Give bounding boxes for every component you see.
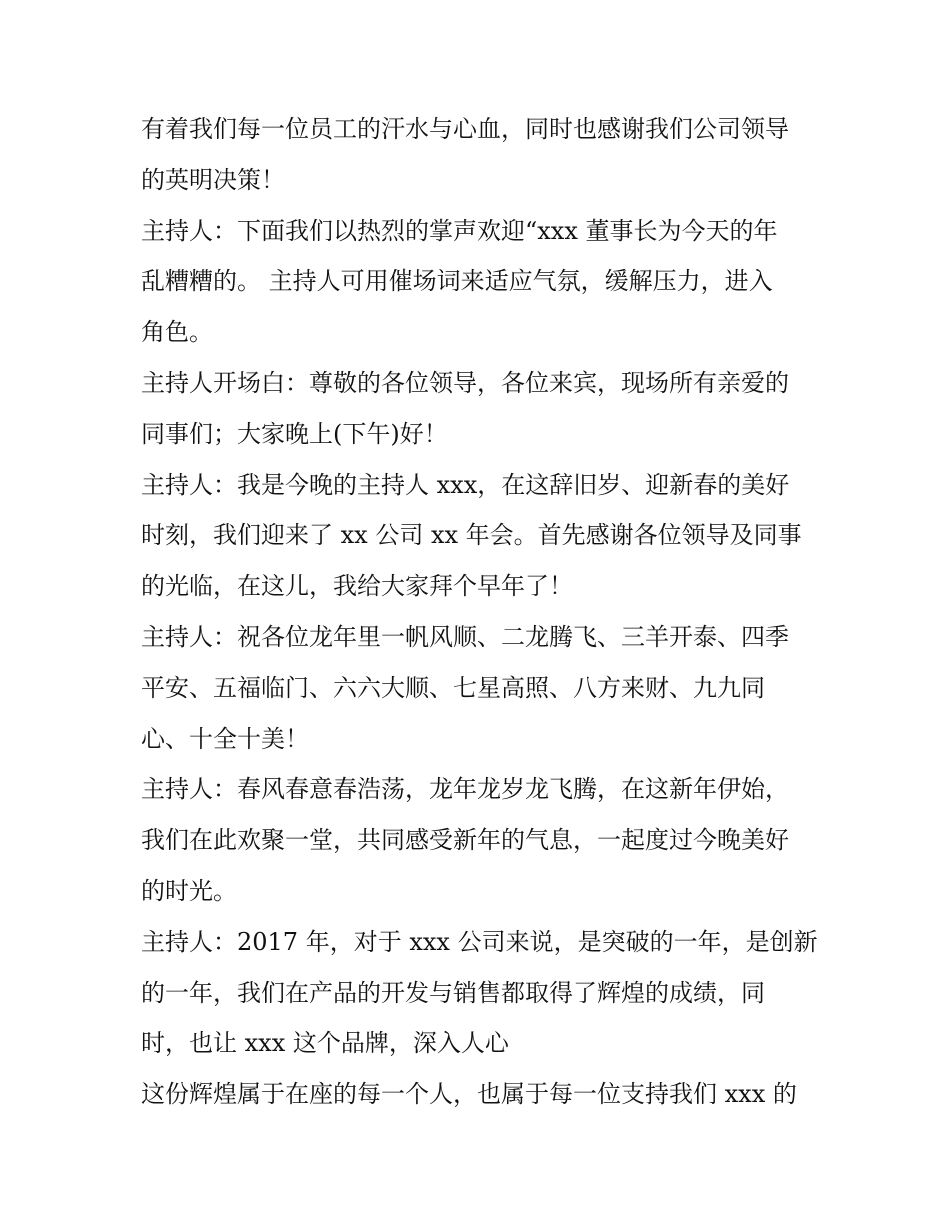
text-line: 的时光。 [141, 876, 237, 905]
text-line: 主持人开场白：尊敬的各位领导，各位来宾，现场所有亲爱的 [141, 368, 789, 397]
text-line: 主持人：我是今晚的主持人 xxx，在这辞旧岁、迎新春的美好 [141, 470, 790, 499]
text-line: 主持人：2017 年，对于 xxx 公司来说，是突破的一年，是创新 [141, 927, 818, 956]
text-line: 这份辉煌属于在座的每一个人，也属于每一位支持我们 xxx 的 [141, 1080, 797, 1109]
text-line: 主持人：祝各位龙年里一帆风顺、二龙腾飞、三羊开泰、四季 [141, 622, 789, 651]
text-line: 主持人：下面我们以热烈的掌声欢迎“xxx 董事长为今天的年 [141, 216, 778, 245]
document-body [141, 104, 821, 1120]
text-line: 的一年，我们在产品的开发与销售都取得了辉煌的成绩，同 [141, 978, 765, 1007]
text-line: 平安、五福临门、六六大顺、七星高照、八方来财、九九同 [141, 673, 765, 702]
text-line: 主持人：春风春意春浩荡，龙年龙岁龙飞腾，在这新年伊始， [141, 775, 789, 804]
text-line: 的英明决策！ [141, 165, 285, 194]
text-line: 角色。 [141, 318, 213, 347]
text-line: 同事们；大家晚上(下午)好！ [141, 419, 448, 448]
text-line: 心、十全十美！ [141, 724, 309, 753]
text-line: 的光临，在这儿，我给大家拜个早年了！ [141, 572, 573, 601]
text-line: 时，也让 xxx 这个品牌，深入人心 [141, 1029, 509, 1058]
text-line: 时刻，我们迎来了 xx 公司 xx 年会。首先感谢各位领导及同事 [141, 521, 802, 550]
text-line: 我们在此欢聚一堂，共同感受新年的气息，一起度过今晚美好 [141, 826, 789, 855]
text-line: 有着我们每一位员工的汗水与心血，同时也感谢我们公司领导 [141, 115, 789, 143]
text-line: 乱糟糟的。 主持人可用催场词来适应气氛，缓解压力，进入 [141, 267, 773, 296]
